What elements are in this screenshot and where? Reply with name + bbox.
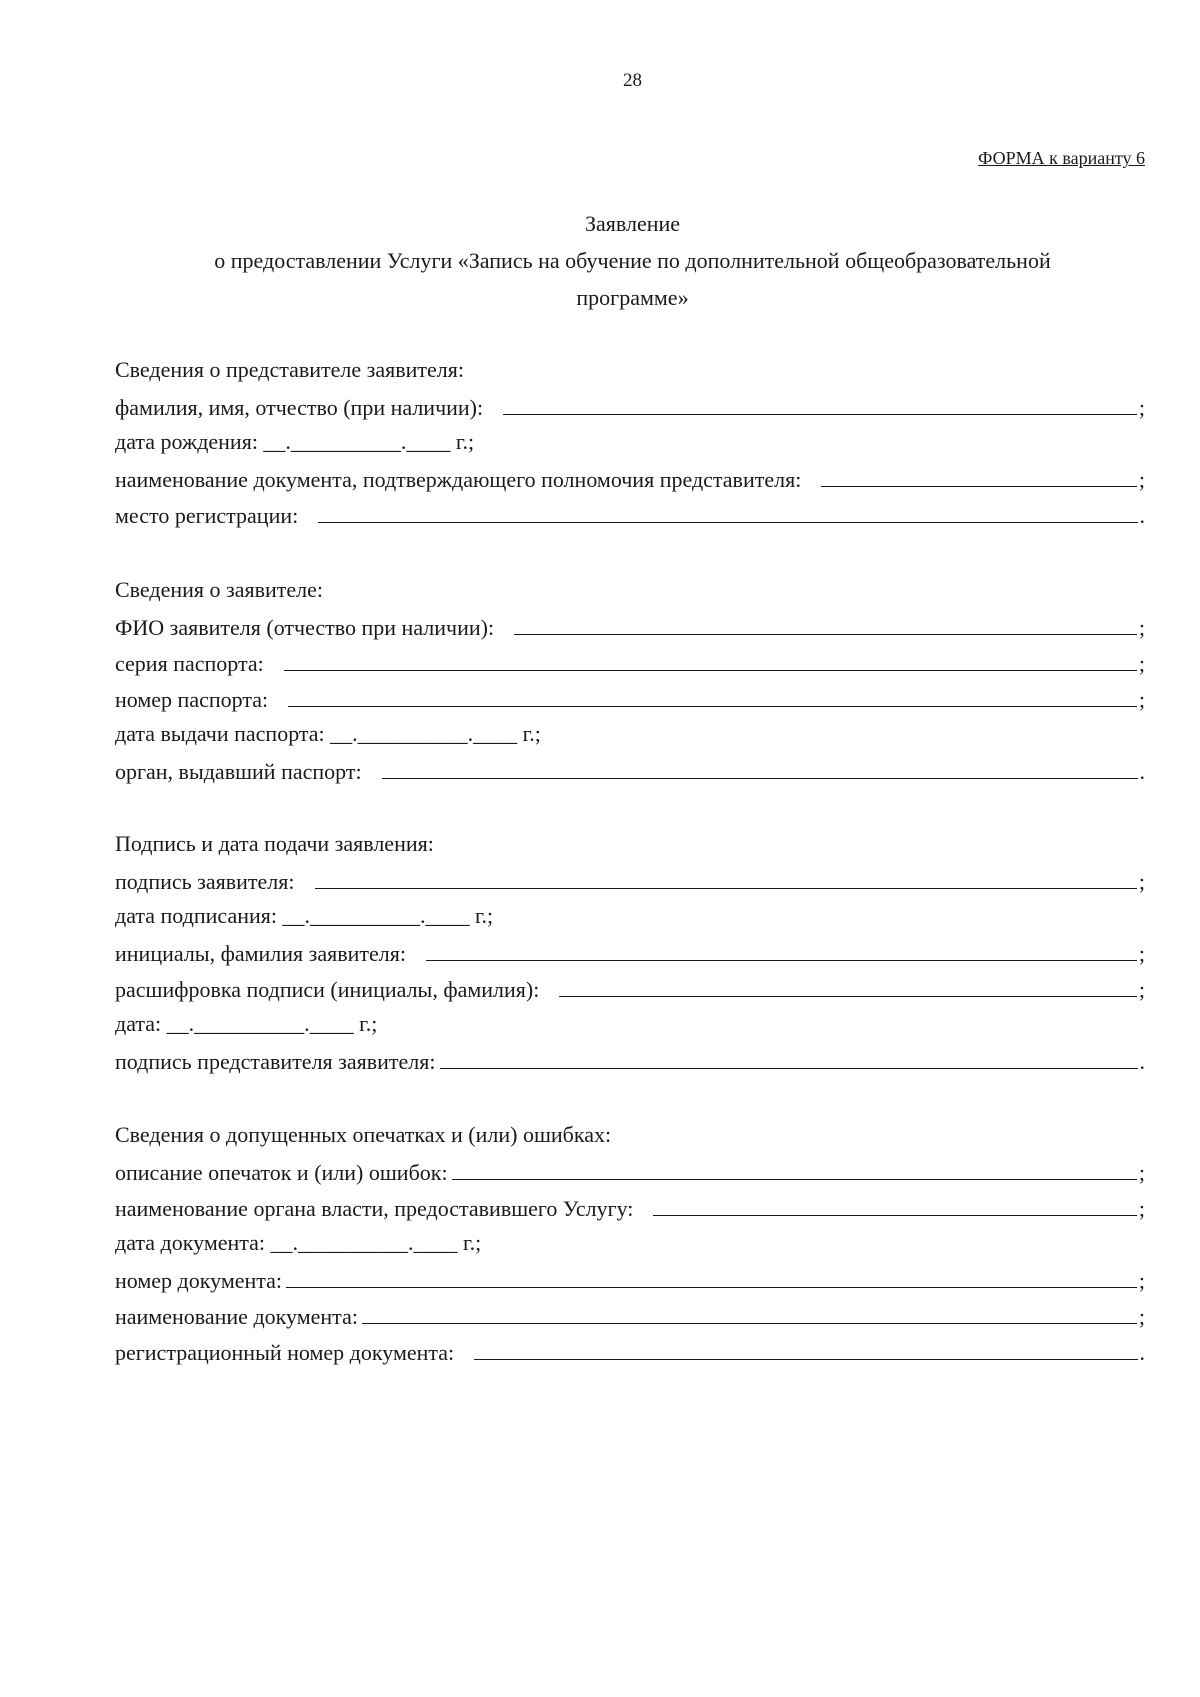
signature-heading: Подпись и дата подачи заявления: bbox=[115, 831, 434, 856]
document-title bbox=[0, 205, 1200, 316]
errors-section bbox=[115, 1117, 1145, 1369]
errors-desc-field[interactable] bbox=[452, 1153, 1137, 1180]
semicolon: ; bbox=[1138, 651, 1145, 676]
doc-number-field[interactable] bbox=[286, 1261, 1137, 1288]
semicolon: ; bbox=[1138, 687, 1145, 712]
doc-date-field[interactable]: дата документа: __.__________.____ г.; bbox=[115, 1230, 482, 1255]
authority-row bbox=[115, 1189, 1145, 1225]
sign-date-field[interactable]: дата подписания: __.__________.____ г.; bbox=[115, 903, 494, 928]
authority-field[interactable] bbox=[653, 1189, 1136, 1216]
rep-reg-label: место регистрации: bbox=[115, 503, 299, 528]
passport-issuer-row bbox=[115, 752, 1145, 788]
passport-issuer-field[interactable] bbox=[382, 752, 1138, 779]
errors-heading: Сведения о допущенных опечатках и (или) ошибках: bbox=[115, 1122, 612, 1147]
passport-series-row bbox=[115, 644, 1145, 680]
rep-doc-field[interactable] bbox=[821, 460, 1137, 487]
reg-number-field[interactable] bbox=[474, 1333, 1137, 1360]
title-line-1: Заявление bbox=[584, 211, 681, 236]
semicolon: ; bbox=[1138, 869, 1145, 894]
rep-doc-row bbox=[115, 460, 1145, 496]
date-field[interactable]: дата: __.__________.____ г.; bbox=[115, 1011, 378, 1036]
doc-date-row bbox=[115, 1225, 1145, 1261]
reg-number-row bbox=[115, 1333, 1145, 1369]
initials-field[interactable] bbox=[426, 934, 1137, 961]
errors-desc-row bbox=[115, 1153, 1145, 1189]
decode-label: расшифровка подписи (инициалы, фамилия): bbox=[115, 977, 540, 1002]
semicolon: ; bbox=[1138, 1304, 1145, 1329]
rep-signature-field[interactable] bbox=[440, 1042, 1138, 1069]
passport-issue-date-field[interactable]: дата выдачи паспорта: __.__________.____ г.; bbox=[115, 721, 541, 746]
page-number: 28 bbox=[623, 70, 642, 91]
applicant-section bbox=[115, 572, 1145, 788]
semicolon: ; bbox=[1138, 615, 1145, 640]
rep-signature-row bbox=[115, 1042, 1145, 1078]
representative-section bbox=[115, 352, 1145, 532]
semicolon: ; bbox=[1138, 1160, 1145, 1185]
reg-number-label: регистрационный номер документа: bbox=[115, 1340, 455, 1365]
initials-label: инициалы, фамилия заявителя: bbox=[115, 941, 406, 966]
rep-reg-row bbox=[115, 496, 1145, 532]
rep-birth-date-row bbox=[115, 424, 1145, 460]
signature-section bbox=[115, 826, 1145, 1078]
passport-number-field[interactable] bbox=[288, 680, 1137, 707]
passport-issue-date-row bbox=[115, 716, 1145, 752]
decode-row bbox=[115, 970, 1145, 1006]
signature-label: подпись заявителя: bbox=[115, 869, 295, 894]
title-line-3: программе» bbox=[576, 285, 689, 310]
semicolon: ; bbox=[1138, 467, 1145, 492]
title-line-2: о предоставлении Услуги «Запись на обучение по дополнительной общеобразовательной bbox=[214, 248, 1051, 273]
rep-fio-label: фамилия, имя, отчество (при наличии): bbox=[115, 395, 484, 420]
passport-number-label: номер паспорта: bbox=[115, 687, 269, 712]
doc-name-field[interactable] bbox=[362, 1297, 1137, 1324]
period: . bbox=[1139, 759, 1145, 784]
date-row bbox=[115, 1006, 1145, 1042]
representative-heading: Сведения о представителе заявителя: bbox=[115, 357, 464, 382]
sign-date-row bbox=[115, 898, 1145, 934]
rep-doc-label: наименование документа, подтверждающего полномочия представителя: bbox=[115, 467, 802, 492]
period: . bbox=[1139, 503, 1145, 528]
rep-birth-date-field[interactable]: дата рождения: __.__________.____ г.; bbox=[115, 429, 475, 454]
passport-number-row bbox=[115, 680, 1145, 716]
signature-row bbox=[115, 862, 1145, 898]
rep-fio-field[interactable] bbox=[503, 388, 1137, 415]
authority-label: наименование органа власти, предоставившего Услугу: bbox=[115, 1196, 634, 1221]
applicant-fio-row bbox=[115, 608, 1145, 644]
signature-field[interactable] bbox=[315, 862, 1137, 889]
doc-name-row bbox=[115, 1297, 1145, 1333]
semicolon: ; bbox=[1138, 977, 1145, 1002]
applicant-heading: Сведения о заявителе: bbox=[115, 577, 324, 602]
semicolon: ; bbox=[1138, 1196, 1145, 1221]
doc-number-row bbox=[115, 1261, 1145, 1297]
initials-row bbox=[115, 934, 1145, 970]
passport-issuer-label: орган, выдавший паспорт: bbox=[115, 759, 362, 784]
semicolon: ; bbox=[1138, 941, 1145, 966]
decode-field[interactable] bbox=[559, 970, 1137, 997]
semicolon: ; bbox=[1138, 395, 1145, 420]
passport-series-field[interactable] bbox=[284, 644, 1137, 671]
rep-signature-label: подпись представителя заявителя: bbox=[115, 1049, 436, 1074]
semicolon: ; bbox=[1138, 1268, 1145, 1293]
applicant-fio-field[interactable] bbox=[514, 608, 1137, 635]
errors-desc-label: описание опечаток и (или) ошибок: bbox=[115, 1160, 448, 1185]
doc-name-label: наименование документа: bbox=[115, 1304, 358, 1329]
rep-fio-row bbox=[115, 388, 1145, 424]
period: . bbox=[1139, 1049, 1145, 1074]
passport-series-label: серия паспорта: bbox=[115, 651, 264, 676]
doc-number-label: номер документа: bbox=[115, 1268, 283, 1293]
rep-reg-field[interactable] bbox=[318, 496, 1137, 523]
applicant-fio-label: ФИО заявителя (отчество при наличии): bbox=[115, 615, 495, 640]
form-reference: ФОРМА к варианту 6 bbox=[978, 148, 1145, 168]
period: . bbox=[1139, 1340, 1145, 1365]
